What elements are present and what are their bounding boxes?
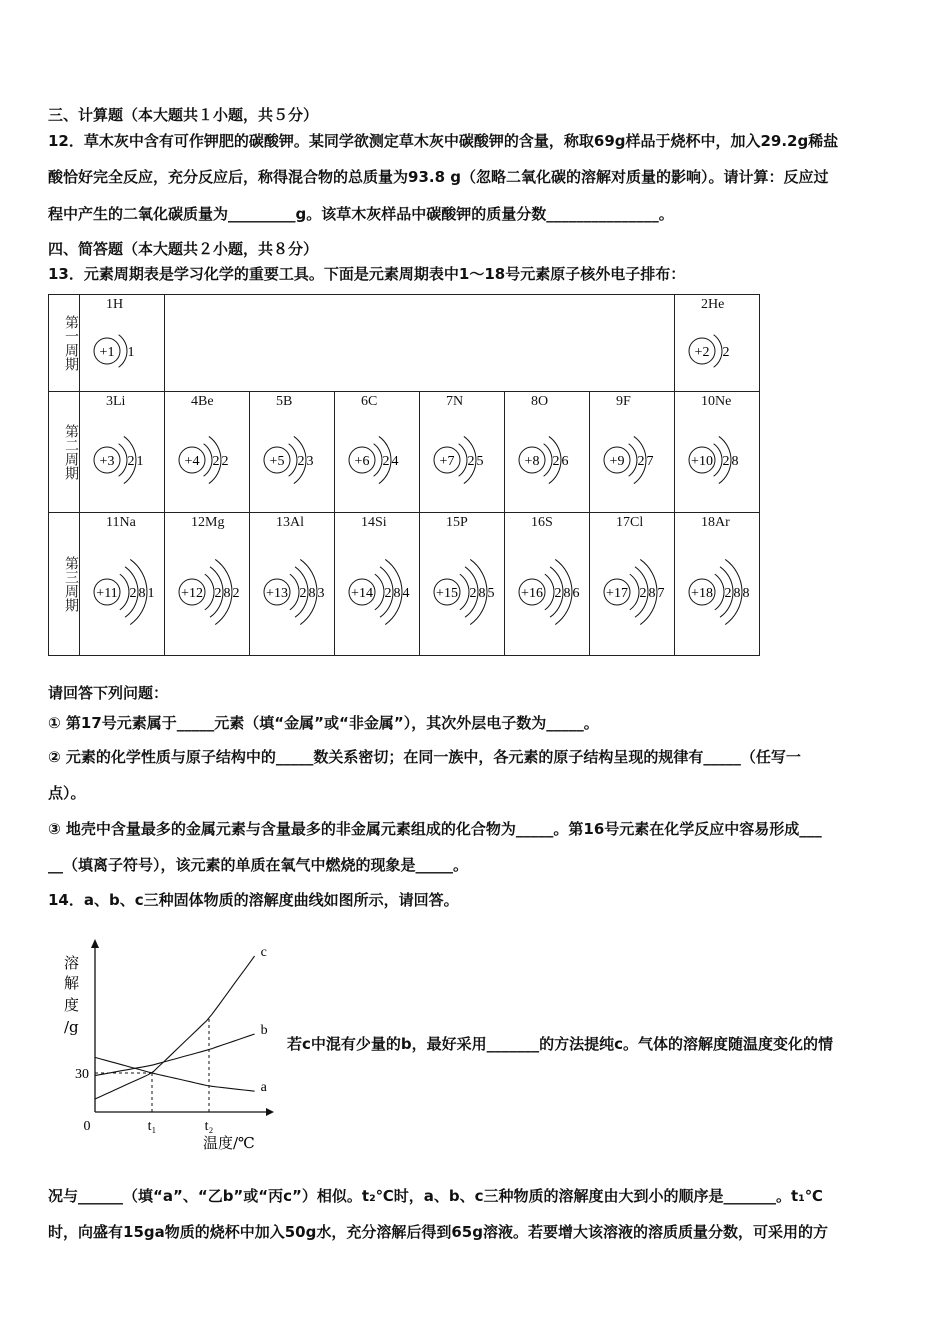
answer-3a: ③ 地壳中含量最多的金属元素与含量最多的非金属元素组成的化合物为_____。第16号元素在化学反应中容易形成___ bbox=[48, 820, 822, 838]
electron-count: 2 bbox=[469, 586, 477, 601]
nucleus-charge: +15 bbox=[436, 586, 458, 601]
x-tick: t₁ bbox=[147, 1119, 157, 1134]
nucleus-charge: +9 bbox=[609, 454, 625, 469]
electron-shell bbox=[120, 574, 129, 610]
atom-diagram bbox=[590, 392, 674, 512]
curve-c bbox=[95, 956, 255, 1099]
electron-count: 8 bbox=[138, 586, 146, 601]
element-symbol: 6C bbox=[361, 394, 378, 409]
element-cell bbox=[335, 513, 420, 656]
element-cell bbox=[420, 513, 505, 656]
atom-diagram bbox=[80, 513, 164, 655]
electron-shell bbox=[375, 574, 384, 610]
electron-count: 8 bbox=[731, 454, 739, 469]
atom-diagram bbox=[420, 392, 504, 512]
q12-line3: 程中产生的二氧化碳质量为_________g。该草木灰样品中碳酸钾的质量分数_______________。 bbox=[48, 205, 674, 223]
electron-count: 2 bbox=[637, 454, 645, 469]
electron-count: 2 bbox=[299, 586, 307, 601]
nucleus-charge: +5 bbox=[269, 454, 285, 469]
element-cell bbox=[250, 392, 335, 513]
element-symbol: 12Mg bbox=[191, 515, 225, 530]
electron-count: 8 bbox=[648, 586, 656, 601]
q12-line2: 酸恰好完全反应，充分反应后，称得混合物的总质量为93.8 g（忽略二氧化碳的溶解对质量的影响）。请计算：反应过 bbox=[48, 168, 829, 186]
curve-label-a: a bbox=[260, 1080, 267, 1096]
electron-count: 2 bbox=[639, 586, 647, 601]
section-4-title: 四、简答题（本大题共２小题，共８分） bbox=[48, 240, 319, 258]
answer-3b: __（填离子符号），该元素的单质在氧气中燃烧的现象是_____。 bbox=[48, 856, 469, 874]
electron-count: 8 bbox=[223, 586, 231, 601]
electron-count: 2 bbox=[382, 454, 390, 469]
electron-count: 2 bbox=[221, 454, 229, 469]
electron-count: 2 bbox=[467, 454, 475, 469]
electron-count: 4 bbox=[402, 586, 410, 601]
element-symbol: 1H bbox=[106, 297, 124, 312]
electron-count: 3 bbox=[317, 586, 325, 601]
q14-intro: 14．a、b、c三种固体物质的溶解度曲线如图所示，请回答。 bbox=[48, 891, 459, 909]
nucleus-charge: +2 bbox=[694, 345, 710, 360]
element-cell bbox=[420, 392, 505, 513]
electron-count: 1 bbox=[147, 586, 155, 601]
element-symbol: 10Ne bbox=[701, 394, 732, 409]
element-cell bbox=[80, 392, 165, 513]
ask-line: 请回答下列问题： bbox=[48, 684, 169, 702]
y-tick-30: 30 bbox=[75, 1067, 89, 1082]
element-cell bbox=[675, 392, 760, 513]
element-symbol: 13Al bbox=[276, 515, 304, 530]
periodic-table bbox=[48, 294, 760, 656]
section-3-title: 三、计算题（本大题共１小题，共５分） bbox=[48, 106, 319, 124]
element-symbol: 17Cl bbox=[616, 515, 644, 530]
electron-count: 8 bbox=[393, 586, 401, 601]
electron-count: 2 bbox=[297, 454, 305, 469]
electron-shell bbox=[545, 574, 554, 610]
electron-count: 6 bbox=[572, 586, 580, 601]
element-cell bbox=[590, 392, 675, 513]
electron-count: 3 bbox=[306, 454, 314, 469]
nucleus-charge: +13 bbox=[266, 586, 288, 601]
element-symbol: 2He bbox=[701, 297, 725, 312]
q14-side-text: 若c中混有少量的b，最好采用_______的方法提纯c。气体的溶解度随温度变化的情 bbox=[287, 1035, 834, 1053]
q14-line2: 况与______（填“a”、“乙b”或“丙c”）相似。t₂℃时，a、b、c三种物质的溶解度由大到小的顺序是_______。t₁℃ bbox=[48, 1187, 823, 1205]
atom-diagram bbox=[80, 392, 164, 512]
electron-shell bbox=[715, 574, 724, 610]
period-label-3: 第三周期 bbox=[49, 513, 80, 656]
q13-intro: 13．元素周期表是学习化学的重要工具。下面是元素周期表中1～18号元素原子核外电子排布： bbox=[48, 265, 686, 283]
atom-diagram bbox=[590, 513, 674, 655]
atom-diagram bbox=[250, 392, 334, 512]
element-cell bbox=[165, 392, 250, 513]
element-cell bbox=[250, 513, 335, 656]
nucleus-charge: +8 bbox=[524, 454, 540, 469]
atom-diagram bbox=[505, 513, 589, 655]
nucleus-charge: +10 bbox=[691, 454, 713, 469]
curve-b bbox=[95, 1034, 255, 1076]
element-cell bbox=[505, 513, 590, 656]
electron-count: 1 bbox=[136, 454, 144, 469]
element-cell bbox=[165, 513, 250, 656]
atom-diagram bbox=[420, 513, 504, 655]
nucleus-charge: +12 bbox=[181, 586, 203, 601]
atom-diagram bbox=[675, 513, 759, 655]
element-symbol: 5B bbox=[276, 394, 293, 409]
x-tick: 0 bbox=[83, 1119, 91, 1134]
element-cell bbox=[80, 513, 165, 656]
atom-diagram bbox=[250, 513, 334, 655]
answer-2a: ② 元素的化学性质与原子结构中的_____数关系密切；在同一族中，各元素的原子结构呈现的规律有_____（任写一 bbox=[48, 748, 801, 766]
nucleus-charge: +14 bbox=[351, 586, 373, 601]
nucleus-charge: +11 bbox=[96, 586, 118, 601]
element-cell bbox=[335, 392, 420, 513]
element-symbol: 3Li bbox=[106, 394, 126, 409]
element-cell bbox=[675, 513, 760, 656]
electron-count: 2 bbox=[212, 454, 220, 469]
electron-count: 4 bbox=[391, 454, 399, 469]
x-axis-arrow bbox=[266, 1108, 274, 1116]
y-axis-arrow bbox=[91, 939, 99, 948]
y-label-3: 度 bbox=[64, 996, 80, 1014]
electron-count: 7 bbox=[646, 454, 654, 469]
element-symbol: 9F bbox=[616, 394, 631, 409]
electron-shell bbox=[205, 574, 214, 610]
element-cell bbox=[675, 295, 760, 392]
y-label-1: 溶 bbox=[64, 954, 80, 972]
electron-count: 5 bbox=[487, 586, 495, 601]
electron-count: 2 bbox=[722, 454, 730, 469]
curve-a bbox=[95, 1057, 255, 1091]
answer-2b: 点）。 bbox=[48, 784, 86, 802]
electron-count: 6 bbox=[561, 454, 569, 469]
atom-diagram bbox=[80, 295, 164, 391]
element-symbol: 8O bbox=[531, 394, 549, 409]
nucleus-charge: +3 bbox=[99, 454, 115, 469]
electron-count: 2 bbox=[722, 345, 730, 360]
atom-diagram bbox=[165, 513, 249, 655]
electron-count: 1 bbox=[127, 345, 135, 360]
element-cell bbox=[590, 513, 675, 656]
period-label-1: 第一周期 bbox=[49, 295, 80, 392]
nucleus-charge: +18 bbox=[691, 586, 713, 601]
curve-label-b: b bbox=[260, 1023, 268, 1038]
electron-shell bbox=[290, 574, 299, 610]
nucleus-charge: +16 bbox=[521, 586, 543, 601]
nucleus-charge: +1 bbox=[99, 345, 115, 360]
electron-count: 2 bbox=[232, 586, 240, 601]
element-symbol: 11Na bbox=[106, 515, 136, 530]
element-symbol: 7N bbox=[446, 394, 464, 409]
nucleus-charge: +6 bbox=[354, 454, 370, 469]
nucleus-charge: +17 bbox=[606, 586, 628, 601]
electron-count: 7 bbox=[657, 586, 665, 601]
element-cell bbox=[505, 392, 590, 513]
electron-count: 2 bbox=[214, 586, 222, 601]
electron-count: 8 bbox=[478, 586, 486, 601]
x-axis-label: 温度/℃ bbox=[203, 1134, 255, 1152]
electron-count: 8 bbox=[742, 586, 750, 601]
period-label-2: 第二周期 bbox=[49, 392, 80, 513]
q14-line3: 时，向盛有15ga物质的烧杯中加入50g水，充分溶解后得到65g溶液。若要增大该溶液的溶质质量分数，可采用的方 bbox=[48, 1223, 828, 1241]
electron-count: 8 bbox=[563, 586, 571, 601]
element-symbol: 18Ar bbox=[701, 515, 730, 530]
electron-count: 2 bbox=[554, 586, 562, 601]
y-label-4: /g bbox=[64, 1018, 79, 1036]
element-symbol: 14Si bbox=[361, 515, 387, 530]
element-symbol: 16S bbox=[531, 515, 553, 530]
atom-diagram bbox=[335, 392, 419, 512]
element-symbol: 4Be bbox=[191, 394, 214, 409]
electron-shell bbox=[460, 574, 469, 610]
electron-count: 2 bbox=[384, 586, 392, 601]
electron-count: 5 bbox=[476, 454, 484, 469]
atom-diagram bbox=[675, 295, 759, 391]
answer-1: ① 第17号元素属于_____元素（填“金属”或“非金属”），其次外层电子数为_____。 bbox=[48, 714, 599, 732]
atom-diagram bbox=[675, 392, 759, 512]
atom-diagram bbox=[335, 513, 419, 655]
element-symbol: 15P bbox=[446, 515, 468, 530]
electron-count: 2 bbox=[552, 454, 560, 469]
y-label-2: 解 bbox=[64, 974, 80, 992]
electron-count: 8 bbox=[308, 586, 316, 601]
curve-label-c: c bbox=[260, 945, 267, 960]
empty-cell bbox=[165, 295, 675, 392]
electron-count: 2 bbox=[129, 586, 137, 601]
nucleus-charge: +4 bbox=[184, 454, 200, 469]
electron-count: 2 bbox=[127, 454, 135, 469]
x-tick: t₂ bbox=[204, 1119, 214, 1134]
element-cell bbox=[80, 295, 165, 392]
electron-count: 2 bbox=[724, 586, 732, 601]
electron-shell bbox=[630, 574, 639, 610]
atom-diagram bbox=[165, 392, 249, 512]
q12-line1: 12．草木灰中含有可作钾肥的碳酸钾。某同学欲测定草木灰中碳酸钾的含量，称取69g样品于烧杯中，加入29.2g稀盐 bbox=[48, 132, 839, 150]
atom-diagram bbox=[505, 392, 589, 512]
nucleus-charge: +7 bbox=[439, 454, 455, 469]
electron-count: 8 bbox=[733, 586, 741, 601]
solubility-chart bbox=[56, 936, 286, 1158]
